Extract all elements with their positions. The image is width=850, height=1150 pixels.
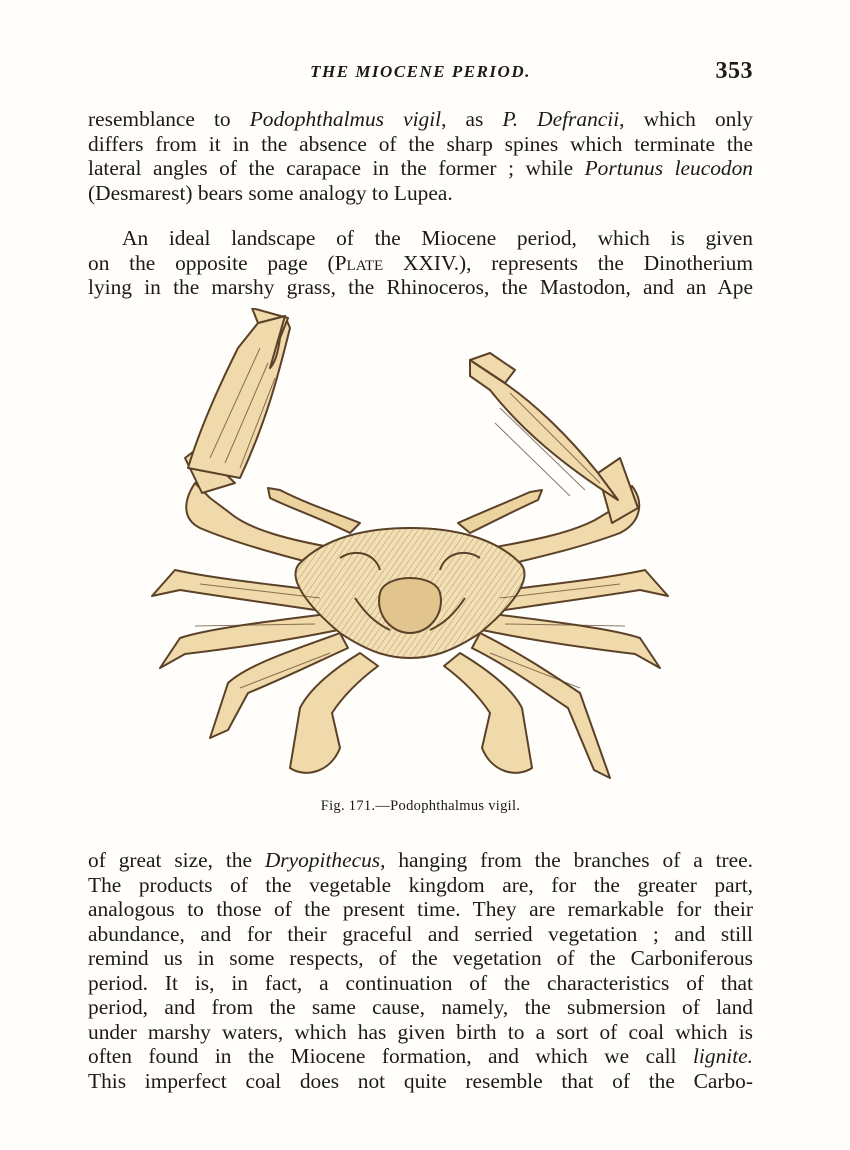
text-line bbox=[88, 251, 753, 276]
plate-reference: Plate bbox=[334, 250, 384, 275]
text-line: An ideal landscape of the Miocene period, which is given bbox=[122, 226, 753, 250]
text-run: XXIV.), represents the Dinotherium bbox=[383, 250, 754, 275]
genus-name: Dryopithecus bbox=[264, 848, 381, 872]
text-line: abundance, and for their graceful and serried vegetation ; and still bbox=[88, 921, 753, 946]
text-line: analogous to those of the present time. They are remarkable for their bbox=[88, 897, 753, 921]
crab-illustration bbox=[140, 308, 680, 788]
paragraph-3 bbox=[88, 848, 753, 1093]
text-run: , hanging from the branches of a tree. bbox=[380, 848, 753, 872]
text-line: remind us in some respects, of the vegetation of the Carboniferous bbox=[88, 946, 753, 970]
text-line: lying in the marshy grass, the Rhinoceros, the Mastodon, and an Ape bbox=[88, 275, 753, 299]
text-run: resemblance to bbox=[88, 107, 250, 131]
species-name: Portunus leucodon bbox=[584, 156, 753, 180]
text-line bbox=[88, 848, 753, 873]
page-number: 353 bbox=[715, 58, 753, 84]
figure-caption: Fig. 171.—Podophthalmus vigil. bbox=[320, 798, 521, 814]
crab-engraving-svg bbox=[140, 308, 680, 788]
text-line: under marshy waters, which has given birth to a sort of coal which is bbox=[88, 1019, 753, 1044]
paragraph-1 bbox=[88, 107, 753, 205]
text-run: often found in the Miocene formation, and which we call bbox=[88, 1044, 693, 1068]
text-run: of great size, the bbox=[88, 848, 265, 872]
text-run: on the opposite page ( bbox=[88, 250, 335, 275]
text-run: lateral angles of the carapace in the former ; while bbox=[88, 156, 585, 180]
species-name: P. Defrancii bbox=[502, 107, 620, 131]
text-line: (Desmarest) bears some analogy to Lupea. bbox=[88, 180, 453, 205]
text-line bbox=[88, 1044, 753, 1069]
text-line bbox=[88, 107, 753, 132]
text-line bbox=[88, 156, 753, 181]
running-title: THE MIOCENE PERIOD. bbox=[310, 62, 531, 81]
text-line: period, and from the same cause, namely, the submersion of land bbox=[88, 995, 753, 1019]
species-name: Podophthalmus vigil bbox=[249, 107, 442, 131]
text-line: The products of the vegetable kingdom are, for the greater part, bbox=[88, 872, 753, 897]
text-run: , which only bbox=[619, 107, 753, 131]
term-italic: lignite. bbox=[692, 1044, 753, 1068]
text-line: This imperfect coal does not quite resemble that of the Carbo- bbox=[88, 1068, 753, 1093]
paragraph-2 bbox=[88, 226, 753, 300]
text-line: period. It is, in fact, a continuation of the characteristics of that bbox=[88, 970, 753, 995]
text-run: , as bbox=[441, 107, 503, 131]
text-line: differs from it in the absence of the sharp spines which terminate the bbox=[88, 131, 753, 156]
running-head bbox=[88, 58, 753, 92]
